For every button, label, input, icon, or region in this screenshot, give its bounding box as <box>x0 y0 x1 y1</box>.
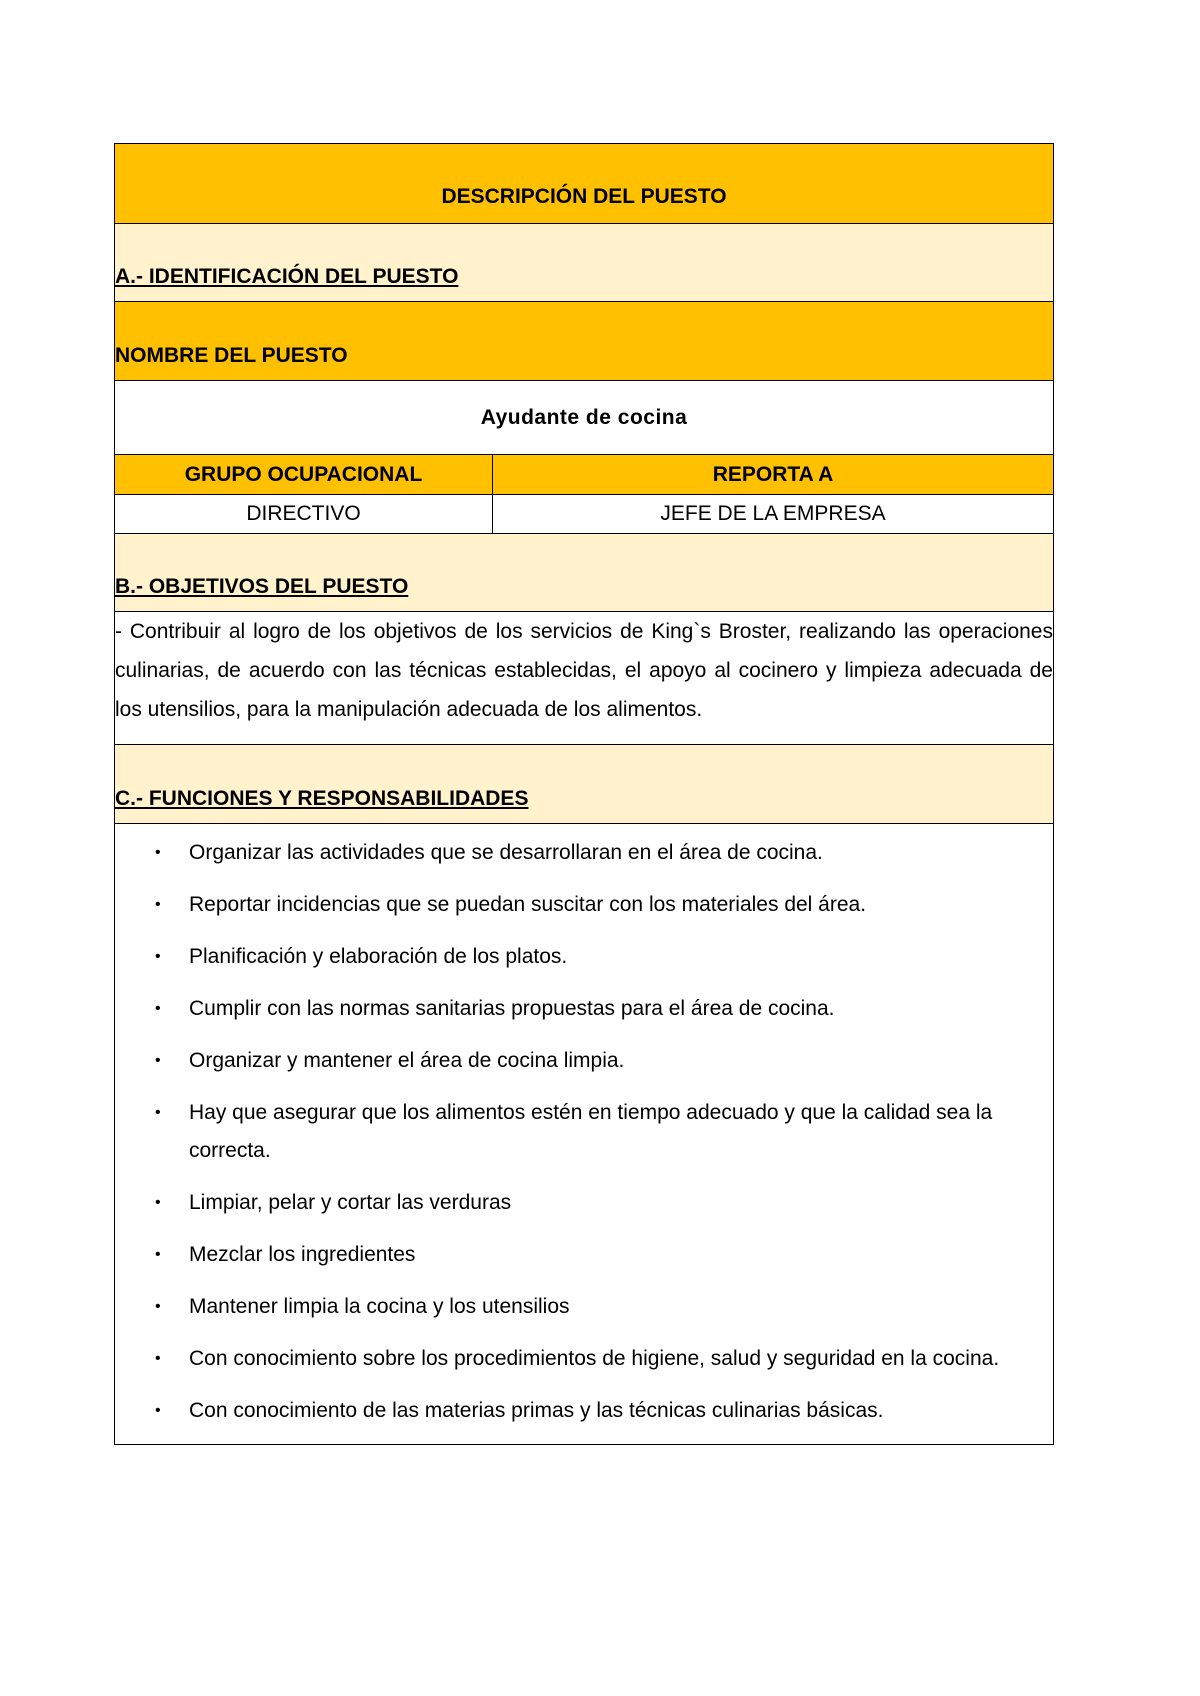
function-text: Mezclar los ingredientes <box>189 1243 416 1266</box>
function-text: Planificación y elaboración de los platos. <box>189 945 568 968</box>
bullet-icon: • <box>155 896 161 913</box>
function-text: Organizar y mantener el área de cocina limpia. <box>189 1049 625 1072</box>
document-title-row <box>115 144 1053 224</box>
group-report-header-row <box>115 455 1053 495</box>
job-description-table <box>114 143 1054 1445</box>
section-a-heading: A.- IDENTIFICACIÓN DEL PUESTO <box>115 265 459 288</box>
position-name-label-row <box>115 302 1053 381</box>
reports-to-value: JEFE DE LA EMPRESA <box>660 502 886 525</box>
occupational-group-header: GRUPO OCUPACIONAL <box>115 455 493 494</box>
bullet-icon: • <box>155 1246 161 1263</box>
bullet-icon: • <box>155 844 161 861</box>
bullet-icon: • <box>155 1298 161 1315</box>
list-item <box>115 938 1053 976</box>
function-text: Con conocimiento sobre los procedimientos de higiene, salud y seguridad en la cocina. <box>189 1347 1000 1370</box>
position-name-value: Ayudante de cocina <box>480 405 688 429</box>
list-item <box>115 990 1053 1028</box>
section-b-heading: B.- OBJETIVOS DEL PUESTO <box>115 575 409 598</box>
reports-to-header: REPORTA A <box>712 462 834 486</box>
bullet-icon: • <box>155 948 161 965</box>
list-item <box>115 834 1053 872</box>
list-item <box>115 1094 1053 1170</box>
section-c-row <box>115 745 1053 824</box>
functions-list <box>115 834 1053 1430</box>
list-item <box>115 1042 1053 1080</box>
list-item <box>115 1288 1053 1326</box>
bullet-icon: • <box>155 1350 161 1367</box>
function-text: Hay que asegurar que los alimentos estén en tiempo adecuado y que la calidad sea la correcta. <box>189 1101 993 1162</box>
objective-row <box>115 612 1053 745</box>
objective-text: - Contribuir al logro de los objetivos de los servicios de King`s Broster, realizando las operaciones culinarias, de acuerdo con las técnicas establecidas, el apoyo al cocinero y limpieza adecuada de los utensilios, para la manipulación adecuada de los alimentos. <box>115 620 1053 721</box>
bullet-icon: • <box>155 1194 161 1211</box>
list-item <box>115 1236 1053 1274</box>
list-item <box>115 1340 1053 1378</box>
bullet-icon: • <box>155 1104 161 1121</box>
function-text: Reportar incidencias que se puedan suscitar con los materiales del área. <box>189 893 867 916</box>
function-text: Con conocimiento de las materias primas y las técnicas culinarias básicas. <box>189 1399 884 1422</box>
list-item <box>115 1184 1053 1222</box>
list-item <box>115 886 1053 924</box>
document-title: DESCRIPCIÓN DEL PUESTO <box>441 185 727 208</box>
occupational-group-value: DIRECTIVO <box>115 495 493 533</box>
bullet-icon: • <box>155 1052 161 1069</box>
position-name-value-row <box>115 381 1053 455</box>
group-report-value-row <box>115 495 1053 534</box>
list-item <box>115 1392 1053 1430</box>
function-text: Cumplir con las normas sanitarias propuestas para el área de cocina. <box>189 997 835 1020</box>
function-text: Limpiar, pelar y cortar las verduras <box>189 1191 512 1214</box>
position-name-label: NOMBRE DEL PUESTO <box>115 344 348 367</box>
function-text: Organizar las actividades que se desarrollaran en el área de cocina. <box>189 841 823 864</box>
section-a-row <box>115 224 1053 302</box>
bullet-icon: • <box>155 1000 161 1017</box>
bullet-icon: • <box>155 1402 161 1419</box>
section-b-row <box>115 534 1053 612</box>
section-c-heading: C.- FUNCIONES Y RESPONSABILIDADES <box>115 787 529 810</box>
function-text: Mantener limpia la cocina y los utensilios <box>189 1295 570 1318</box>
functions-row <box>115 824 1053 1445</box>
